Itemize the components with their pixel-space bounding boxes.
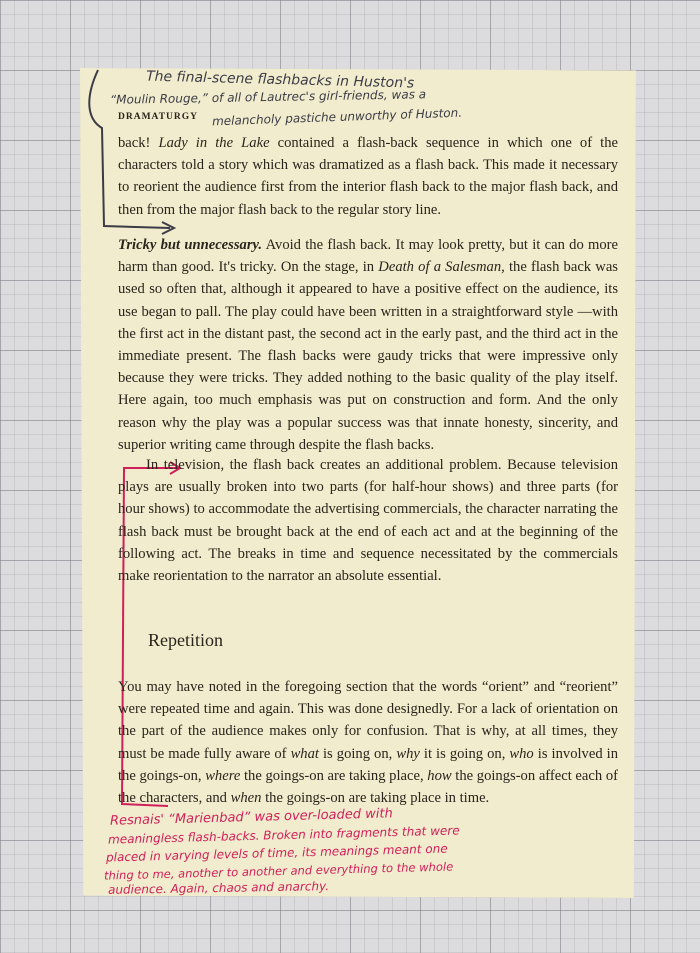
paragraph-1	[118, 132, 618, 221]
red-note-line-1: Resnais' “Marienbad” was over-loaded with	[109, 806, 393, 829]
p1-title: Lady in the Lake	[158, 135, 270, 151]
red-note-line-3: placed in varying levels of time, its meanings meant one	[105, 841, 448, 865]
running-head: DRAMATURGY	[118, 112, 199, 122]
p4-what: what	[290, 745, 319, 762]
red-note-line-4: thing to me, another to another and everything to the whole	[103, 859, 454, 883]
red-note-line-5: audience. Again, chaos and anarchy.	[107, 879, 330, 897]
p4-where: where	[205, 767, 241, 784]
pencil-note-line-1: The final-scene flashbacks in Huston's	[145, 68, 415, 92]
p4-how: how	[427, 767, 452, 784]
p4-when: when	[230, 790, 262, 807]
p4-a: You may have noted in the foregoing section that the words “orient” and “reorient” were repeated time and again. This was done designedly. For a lack of orientation on the part of the audience makes only for confusion. That is why, at all times, they must be made fully aware of	[118, 679, 618, 762]
p1-text-a: back!	[118, 135, 159, 151]
p4-who: who	[509, 745, 534, 762]
p2-text-a: Avoid the flash back. It may look pretty, but it can do more harm than good. It's tricky. On the stage, in	[118, 237, 619, 276]
p2-runin-head: Tricky but unnecessary.	[118, 237, 263, 253]
p3-text: In television, the flash back creates an additional problem. Because television plays are usually broken into two parts (for half-hour shows) and three parts (for hour shows) to accommodate the advertising commercials, the character narrating the flash back must be brought back at the end of each act and at the beginning of the following act. The breaks in time and sequence necessitated by the commercials make reorientation to the narrator an absolute essential.	[118, 457, 618, 585]
p4-g: the goings-on are taking place in time.	[261, 790, 490, 807]
pencil-note-line-3: melancholy pastiche unworthy of Huston.	[211, 105, 463, 129]
p1-text-c: contained a flash-back sequence in which one of the characters told a story which was dramatized as a flash back. This made it necessary to reorient the audience first from the interior flash back to the major flash back, and then from the major flash back to the regular story line.	[118, 135, 619, 218]
p2-text-c: the flash back was used so often that, although it appeared to have a positive effect on the audience, its use began to pall. The play could have been written in a straightforward style —with the first act in the distant past, the second act in the early past, and the third act in the immediate present. The flash backs were gaudy tricks that were impressive only because they were tricks. They added nothing to the basic quality of the play itself. Here again, too much emphasis was put on construction and form. And the only reason why the play was a popular success was that innate honesty, sincerity, and superior writing came through despite the flash backs.	[118, 259, 618, 453]
p4-why: why	[396, 745, 420, 762]
p2-title: Death of a Salesman,	[378, 259, 505, 276]
red-note-line-2: meaningless flash-backs. Broken into fragments that were	[107, 823, 460, 847]
p4-e: the goings-on are taking place,	[240, 767, 428, 784]
p4-d: is involved in the goings-on,	[118, 745, 619, 784]
section-heading: Repetition	[148, 630, 223, 650]
paragraph-4	[118, 676, 618, 809]
pencil-note-line-2: “Moulin Rouge,” of all of Lautrec's girl-friends, was a	[109, 87, 427, 107]
paragraph-2	[118, 234, 618, 456]
p4-f: the goings-on affect each of the characters, and	[118, 767, 618, 807]
p4-b: is going on,	[318, 745, 397, 762]
paragraph-3	[118, 454, 618, 587]
p4-c: it is going on,	[419, 745, 510, 762]
